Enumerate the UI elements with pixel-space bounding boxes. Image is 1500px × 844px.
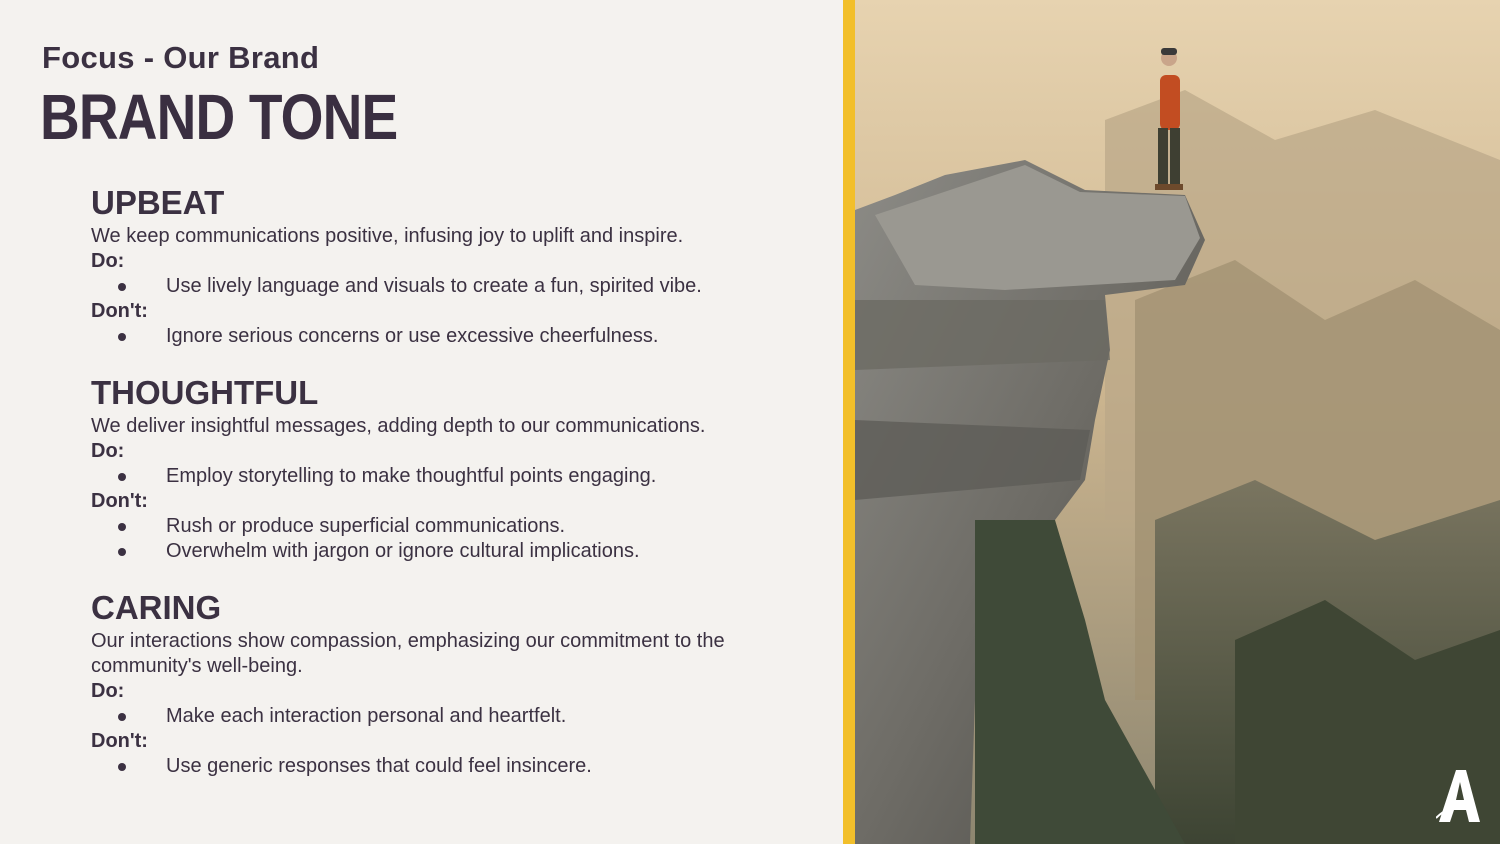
list-item-text: Use lively language and visuals to create a fun, spirited vibe. [166,275,702,297]
list-item [91,274,791,299]
brand-a-logo-icon [1436,770,1482,822]
page-subtitle: Focus - Our Brand [42,40,320,75]
dont-list [91,754,791,779]
dont-label: Don't: [91,730,148,752]
bullet-icon [118,283,126,291]
section-description: Our interactions show compassion, emphasizing our commitment to the community's well-being. [91,630,725,677]
list-item [91,754,791,779]
bullet-icon [118,523,126,531]
list-item-text: Overwhelm with jargon or ignore cultural implications. [166,540,640,562]
bullet-icon [118,548,126,556]
section-heading: CARING [91,589,222,626]
hero-photo [855,0,1500,844]
list-item [91,539,791,564]
cliff-landscape-image [855,0,1500,844]
dont-list [91,324,791,349]
list-item-text: Rush or produce superficial communications. [166,515,566,537]
list-item [91,464,791,489]
list-item [91,324,791,349]
section-description: We keep communications positive, infusing joy to uplift and inspire. [91,225,684,247]
list-item-text: Employ storytelling to make thoughtful points engaging. [166,465,657,487]
section-description: We deliver insightful messages, adding depth to our communications. [91,415,706,437]
do-list [91,704,791,729]
bullet-icon [118,713,126,721]
bullet-icon [118,333,126,341]
list-item [91,704,791,729]
dont-label: Don't: [91,490,148,512]
section-heading: UPBEAT [91,184,225,221]
section-heading: THOUGHTFUL [91,374,319,411]
dont-list [91,514,791,564]
do-label: Do: [91,440,125,462]
do-label: Do: [91,250,125,272]
list-item [91,514,791,539]
bullet-icon [118,763,126,771]
do-list [91,464,791,489]
do-label: Do: [91,680,125,702]
page-title: BRAND TONE [40,81,398,153]
list-item-text: Ignore serious concerns or use excessive cheerfulness. [166,325,659,347]
dont-label: Don't: [91,300,148,322]
list-item-text: Use generic responses that could feel insincere. [166,755,592,777]
accent-stripe [843,0,855,844]
bullet-icon [118,473,126,481]
list-item-text: Make each interaction personal and heartfelt. [166,705,567,727]
section-caring [91,589,791,779]
section-upbeat [91,184,791,349]
section-thoughtful [91,374,791,564]
do-list [91,274,791,299]
